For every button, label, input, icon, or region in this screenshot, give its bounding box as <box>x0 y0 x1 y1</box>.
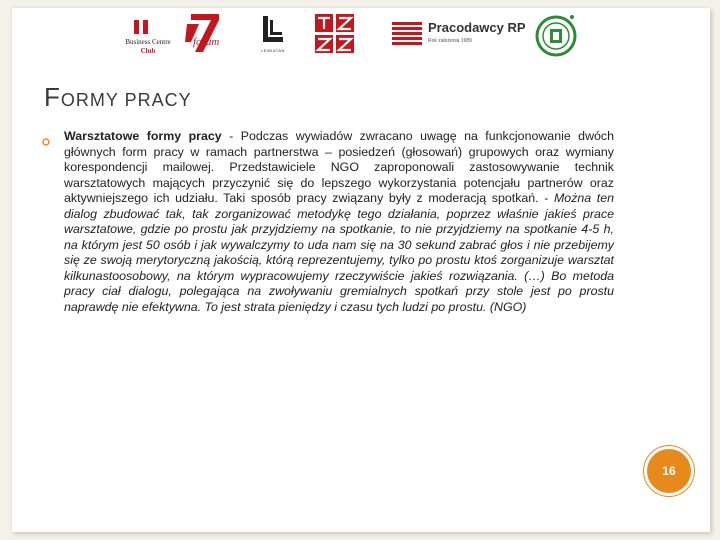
zzp-logo <box>534 12 578 58</box>
body-paragraph <box>64 129 614 315</box>
bcc-logo-line2: Club <box>140 47 156 55</box>
lewiatan-logo <box>255 14 291 58</box>
page-title <box>44 82 192 113</box>
zzp-emblem-icon <box>534 12 578 58</box>
page-number-badge: 16 <box>647 449 691 493</box>
paragraph-quote: Można ten dialog zbudować tak, tak zorganizować metodykę tego działania, poprzez właśnie jakieś prace warsztatowe, gdzie po prostu jak przyjdziemy na spotkanie, to nie przyjdziemy na spotkanie 4-5 h, na którym jest 50 osób i jak wywalczymy to uda nam się na 30 sekund zabrać głos i nie przebijemy się ze swoją merytoryczną jakością, którą reprezentujemy, tylko po prostu ktoś zorganizuje warsztat kilkunastoosobowy, na którym wypracowujemy rzeczywiście jakieś rozwiązania. (…) Bo metoda pracy ciał dialogu, polegająca na zwoływaniu gremialnych spotkań przy stole jest po prostu naprawdę nie efektywna. To jest strata pieniędzy i czasu tych ludzi po prostu. (NGO) <box>64 191 615 314</box>
page-title-initial: F <box>44 82 61 112</box>
pracodawcy-logo-name: Pracodawcy RP <box>428 20 526 35</box>
bcc-logo <box>108 20 188 60</box>
lewiatan-logo-text: LEWIATAN <box>261 48 285 53</box>
paragraph-body: - Podczas wywiadów zwracano uwagę na funkcjonowanie dwóch głównych form pracy w ramach partnerstwa – posiedzeń (głosowań) grupowych oraz wymiany korespondencji mailowej. Przedstawiciele NGO zaproponowali zastosowywanie technik warsztatowych mających przyczynić się do lepszego wykorzystania potencjału partnerów oraz aktywniejszego ich udziału. Taki sposób pracy związany były z moderacją spotkań. - <box>64 129 614 205</box>
slide <box>12 8 710 532</box>
partner-logos-bar <box>12 8 710 68</box>
bcc-logo-line1: Business Centre <box>125 38 171 46</box>
bullet-icon <box>42 138 50 146</box>
page-title-rest: ORMY PRACY <box>60 90 192 110</box>
paragraph-lead: Warsztatowe formy pracy <box>64 129 222 143</box>
forum-logo-text: forum <box>193 36 220 48</box>
grid-mark-icon <box>315 14 355 54</box>
lewiatan-mark-icon <box>255 14 291 48</box>
bcc-mark-icon <box>134 20 148 34</box>
red-grid-logo <box>315 14 355 54</box>
pracodawcy-mark-icon <box>390 16 424 50</box>
pracodawcy-rp-logo <box>390 16 530 52</box>
forum-mark-icon <box>185 12 225 56</box>
forum-logo <box>185 12 225 56</box>
pracodawcy-logo-subtitle: Rok założenia 1989 <box>428 38 472 44</box>
